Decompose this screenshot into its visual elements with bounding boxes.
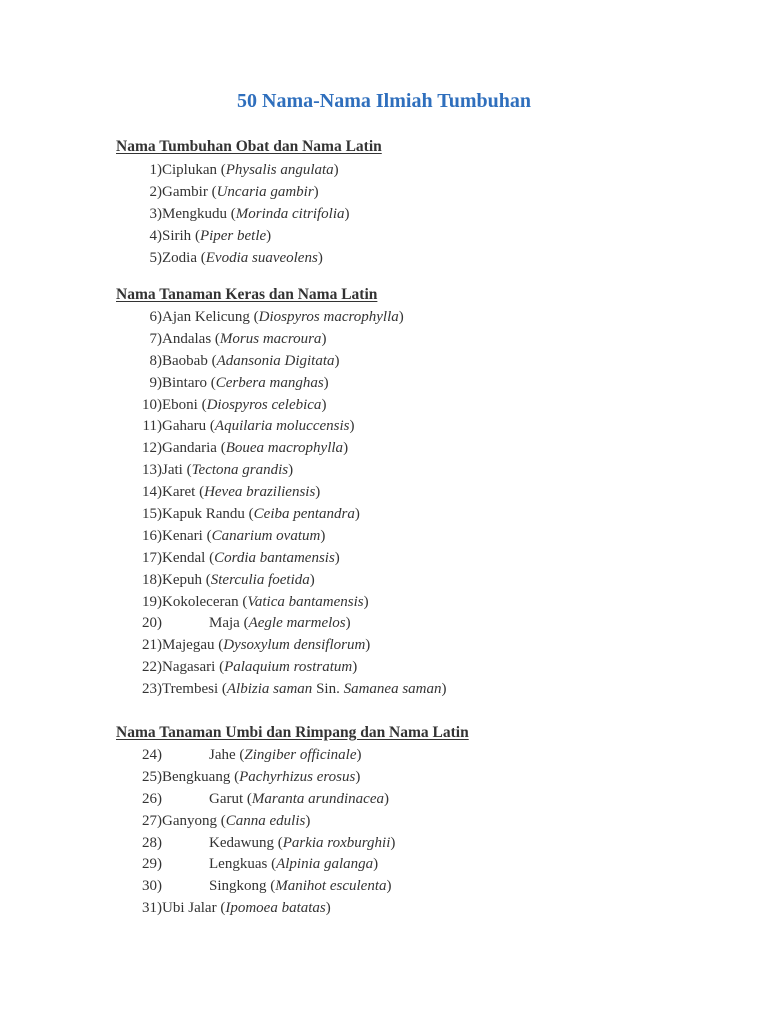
list-item	[0, 248, 768, 270]
plant-latin-name: Aegle marmelos	[248, 615, 346, 632]
plant-common-name: Eboni	[162, 396, 198, 413]
plant-latin-name: Pachyrhizus erosus	[239, 768, 356, 785]
list-item	[0, 373, 768, 395]
list-item	[0, 182, 768, 204]
item-number: 5)	[149, 249, 162, 266]
plant-latin-name: Albizia saman	[226, 681, 313, 698]
plant-latin-name: Aquilaria moluccensis	[214, 418, 350, 435]
plant-entry: Jahe (Zingiber officinale)	[209, 747, 362, 763]
plant-latin-name: Palaquium rostratum	[224, 659, 353, 676]
plant-latin-name: Canna edulis	[225, 812, 306, 829]
list-item	[0, 789, 768, 811]
list-item	[0, 613, 768, 635]
plant-entry: Gandaria (Bouea macrophylla)	[162, 440, 349, 457]
plant-entry: Gambir (Uncaria gambir)	[162, 183, 319, 200]
list-item	[0, 570, 768, 592]
plant-latin-synonym: Samanea saman	[343, 681, 442, 698]
plant-latin-name: Alpinia galanga	[276, 856, 374, 873]
plant-latin-name: Ceiba pentandra	[253, 506, 355, 523]
item-number: 3)	[149, 205, 162, 222]
list-item	[0, 307, 768, 329]
list-item	[0, 395, 768, 417]
plant-entry: Ganyong (Canna edulis)	[162, 812, 311, 829]
item-number: 29)	[142, 856, 162, 873]
item-number: 31)	[142, 900, 162, 917]
plant-common-name: Mengkudu	[162, 205, 227, 222]
item-number: 13)	[142, 462, 162, 479]
plant-common-name: Ganyong	[162, 812, 217, 829]
plant-latin-name: Vatica bantamensis	[247, 593, 364, 610]
plant-common-name: Kepuh	[162, 571, 202, 588]
plant-common-name: Lengkuas	[209, 856, 268, 873]
plant-entry: Jati (Tectona grandis)	[162, 462, 294, 479]
plant-entry: Gaharu (Aquilaria moluccensis)	[162, 418, 355, 435]
plant-entry: Kendal (Cordia bantamensis)	[162, 549, 340, 566]
plant-common-name: Sirih	[162, 227, 192, 244]
item-number: 18)	[142, 571, 162, 588]
item-number: 8)	[149, 352, 162, 369]
plant-common-name: Majegau	[162, 637, 215, 654]
plant-common-name: Baobab	[162, 352, 208, 369]
plant-entry: Garut (Maranta arundinacea)	[209, 790, 389, 807]
item-number: 7)	[149, 330, 162, 347]
plant-common-name: Kokoleceran	[162, 593, 239, 610]
item-number: 22)	[142, 659, 162, 676]
plant-latin-name: Ipomoea batatas	[225, 900, 326, 917]
plant-entry: Karet (Hevea braziliensis)	[162, 484, 321, 501]
plant-latin-name: Morus macroura	[219, 330, 322, 347]
list-item	[0, 657, 768, 679]
plant-entry: Nagasari (Palaquium rostratum)	[162, 659, 358, 676]
list-item	[0, 460, 768, 482]
section-heading-obat: Nama Tumbuhan Obat dan Nama Latin	[116, 138, 382, 155]
list-item	[0, 635, 768, 657]
plant-common-name: Kendal	[162, 549, 206, 566]
plant-latin-name: Cordia bantamensis	[214, 549, 335, 566]
plant-common-name: Gandaria	[162, 440, 217, 457]
plant-latin-name: Manihot esculenta	[275, 878, 387, 895]
document-title: 50 Nama-Nama Ilmiah Tumbuhan	[237, 90, 531, 112]
item-number: 25)	[142, 768, 162, 785]
item-number: 14)	[142, 484, 162, 501]
item-number: 9)	[149, 374, 162, 391]
plant-latin-name: Zingiber officinale	[244, 747, 357, 763]
plant-latin-name: Canarium ovatum	[211, 527, 321, 544]
plant-common-name: Ubi Jalar	[162, 900, 217, 917]
plant-entry: Kedawung (Parkia roxburghii)	[209, 834, 396, 851]
plant-latin-name: Sterculia foetida	[210, 571, 310, 588]
item-number: 19)	[142, 593, 162, 610]
list-item	[0, 854, 768, 876]
section-heading-umbi: Nama Tanaman Umbi dan Rimpang dan Nama Latin	[116, 724, 469, 741]
list-keras	[0, 307, 768, 701]
item-number: 15)	[142, 506, 162, 523]
list-item	[0, 438, 768, 460]
plant-common-name: Zodia	[162, 249, 197, 266]
plant-common-name: Kedawung	[209, 834, 274, 851]
plant-latin-name: Physalis angulata	[225, 162, 334, 178]
list-umbi	[0, 745, 768, 920]
item-number: 23)	[142, 681, 162, 698]
plant-entry: Bintaro (Cerbera manghas)	[162, 374, 329, 391]
plant-entry: Ciplukan (Physalis angulata)	[162, 162, 339, 178]
list-item	[0, 504, 768, 526]
item-number: 1)	[149, 162, 162, 178]
plant-entry: Kepuh (Sterculia foetida)	[162, 571, 315, 588]
plant-entry: Kapuk Randu (Ceiba pentandra)	[162, 506, 360, 523]
list-item	[0, 526, 768, 548]
plant-common-name: Kapuk Randu	[162, 506, 245, 523]
list-item	[0, 767, 768, 789]
plant-entry: Mengkudu (Morinda citrifolia)	[162, 205, 350, 222]
plant-common-name: Gambir	[162, 183, 208, 200]
plant-common-name: Nagasari	[162, 659, 216, 676]
list-item	[0, 204, 768, 226]
plant-entry: Trembesi (Albizia saman Sin. Samanea saman)	[162, 681, 447, 698]
plant-entry: Ubi Jalar (Ipomoea batatas)	[162, 900, 331, 917]
plant-common-name: Bengkuang	[162, 768, 231, 785]
plant-latin-name: Diospyros celebica	[206, 396, 322, 413]
plant-entry: Bengkuang (Pachyrhizus erosus)	[162, 768, 361, 785]
plant-common-name: Gaharu	[162, 418, 207, 435]
plant-latin-name: Cerbera manghas	[215, 374, 324, 391]
list-item	[0, 351, 768, 373]
item-number: 4)	[149, 227, 162, 244]
item-number: 12)	[142, 440, 162, 457]
item-number: 17)	[142, 549, 162, 566]
plant-latin-name: Tectona grandis	[191, 462, 289, 479]
plant-latin-name: Dysoxylum densiflorum	[223, 637, 366, 654]
plant-entry: Kokoleceran (Vatica bantamensis)	[162, 593, 369, 610]
plant-common-name: Andalas	[162, 330, 212, 347]
plant-entry: Sirih (Piper betle)	[162, 227, 272, 244]
plant-latin-name: Hevea braziliensis	[204, 484, 316, 501]
list-item	[0, 876, 768, 898]
list-item	[0, 592, 768, 614]
list-item	[0, 898, 768, 920]
plant-common-name: Ciplukan	[162, 162, 217, 178]
item-number: 11)	[142, 418, 162, 435]
plant-latin-name: Uncaria gambir	[216, 183, 314, 200]
item-number: 2)	[149, 183, 162, 200]
plant-latin-name: Piper betle	[199, 227, 267, 244]
plant-entry: Eboni (Diospyros celebica)	[162, 396, 327, 413]
item-number: 24)	[142, 747, 162, 763]
list-item	[0, 811, 768, 833]
list-obat	[0, 160, 768, 269]
plant-entry: Maja (Aegle marmelos)	[209, 615, 351, 632]
plant-common-name: Ajan Kelicung	[162, 309, 250, 325]
list-item	[0, 833, 768, 855]
list-item	[0, 329, 768, 351]
plant-common-name: Trembesi	[162, 681, 219, 698]
plant-latin-name: Adansonia Digitata	[216, 352, 335, 369]
plant-latin-name: Maranta arundinacea	[251, 790, 384, 807]
plant-entry: Zodia (Evodia suaveolens)	[162, 249, 323, 266]
plant-latin-name: Parkia roxburghii	[282, 834, 391, 851]
plant-entry: Kenari (Canarium ovatum)	[162, 527, 326, 544]
plant-common-name: Singkong	[209, 878, 267, 895]
list-item	[0, 745, 768, 767]
list-item	[0, 226, 768, 248]
plant-entry: Lengkuas (Alpinia galanga)	[209, 856, 379, 873]
item-number: 20)	[142, 615, 162, 632]
plant-common-name: Bintaro	[162, 374, 207, 391]
plant-entry: Baobab (Adansonia Digitata)	[162, 352, 340, 369]
plant-latin-name: Diospyros macrophylla	[258, 309, 399, 325]
item-number: 16)	[142, 527, 162, 544]
list-item	[0, 160, 768, 182]
list-item	[0, 548, 768, 570]
plant-latin-name: Evodia suaveolens	[205, 249, 318, 266]
item-number: 26)	[142, 790, 162, 807]
item-number: 10)	[142, 396, 162, 413]
section-heading-keras: Nama Tanaman Keras dan Nama Latin	[116, 286, 378, 303]
list-item	[0, 679, 768, 701]
plant-entry: Majegau (Dysoxylum densiflorum)	[162, 637, 371, 654]
plant-common-name: Jati	[162, 462, 183, 479]
plant-common-name: Karet	[162, 484, 196, 501]
item-number: 28)	[142, 834, 162, 851]
plant-common-name: Maja	[209, 615, 240, 632]
plant-entry: Ajan Kelicung (Diospyros macrophylla)	[162, 309, 404, 325]
list-item	[0, 416, 768, 438]
item-number: 30)	[142, 878, 162, 895]
plant-latin-name: Bouea macrophylla	[225, 440, 344, 457]
plant-entry: Andalas (Morus macroura)	[162, 330, 327, 347]
plant-common-name: Kenari	[162, 527, 203, 544]
plant-entry: Singkong (Manihot esculenta)	[209, 878, 392, 895]
item-number: 21)	[142, 637, 162, 654]
plant-latin-name: Morinda citrifolia	[235, 205, 345, 222]
item-number: 27)	[142, 812, 162, 829]
synonym-marker: Sin.	[316, 681, 340, 698]
plant-common-name: Garut	[209, 790, 244, 807]
plant-common-name: Jahe	[209, 747, 236, 763]
list-item	[0, 482, 768, 504]
item-number: 6)	[149, 309, 162, 325]
